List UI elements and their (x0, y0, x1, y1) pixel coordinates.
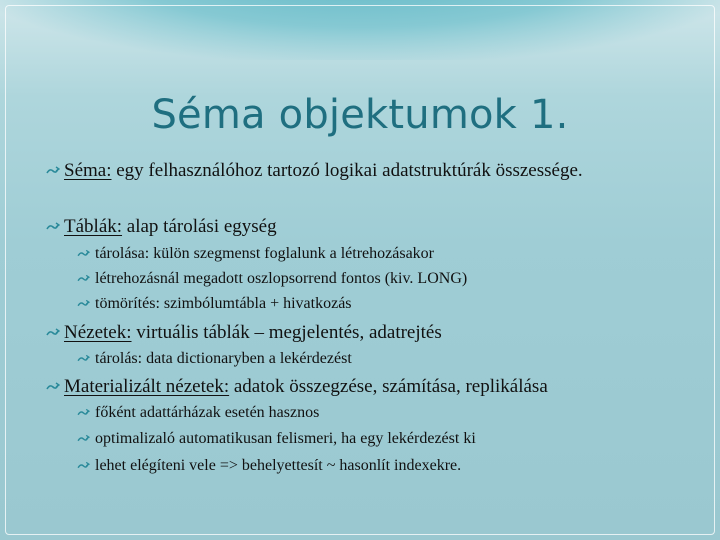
wavy-arrow-bullet-icon (77, 275, 90, 284)
sub-item (95, 350, 352, 368)
wavy-arrow-bullet-icon (77, 250, 90, 259)
item-text: adatok összegzése, számítása, replikálása (229, 376, 548, 397)
sub-item-text: tömörítés: szimbólumtábla + hivatkozás (95, 295, 352, 312)
wavy-arrow-bullet-icon (77, 435, 90, 444)
wavy-arrow-bullet-icon (46, 328, 60, 338)
wavy-arrow-bullet-icon (46, 382, 60, 392)
sub-item-text: lehet elégíteni vele => behelyettesít ~ hasonlít indexekre. (95, 457, 462, 474)
sub-item (95, 295, 352, 313)
sub-item-text: létrehozásnál megadott oszlopsorrend fontos (kiv. LONG) (95, 270, 468, 287)
sub-item (95, 430, 476, 448)
wavy-arrow-bullet-icon (77, 462, 90, 471)
item-term: Táblák: (64, 216, 123, 237)
sub-item-text: főként adattárházak esetén hasznos (95, 404, 320, 421)
item-term: Séma: (64, 160, 112, 181)
sub-item (95, 245, 434, 263)
sub-item (95, 457, 461, 475)
slide-title: Séma objektumok 1. (151, 92, 569, 138)
wavy-arrow-bullet-icon (77, 300, 90, 309)
list-item-tablak (64, 216, 277, 238)
item-term: Materializált nézetek: (64, 376, 230, 397)
wavy-arrow-bullet-icon (46, 166, 60, 176)
sub-item-text: tárolás: data dictionaryben a lekérdezést (95, 350, 352, 367)
wavy-arrow-bullet-icon (77, 409, 90, 418)
item-text: alap tárolási egység (122, 216, 277, 237)
wavy-arrow-bullet-icon (77, 355, 90, 364)
wavy-arrow-bullet-icon (46, 222, 60, 232)
sub-item-text: tárolása: külön szegmenst foglalunk a létrehozásakor (95, 245, 434, 262)
sub-item (95, 404, 319, 422)
list-item-nezetek (64, 322, 442, 344)
item-text: egy felhasználóhoz tartozó logikai adatstruktúrák összessége. (111, 160, 583, 181)
list-item-sema (64, 160, 583, 182)
item-text: virtuális táblák – megjelentés, adatrejtés (131, 322, 442, 343)
sub-item (95, 270, 467, 288)
list-item-materializalt-nezetek (64, 376, 548, 398)
sub-item-text: optimalizaló automatikusan felismeri, ha egy lekérdezést ki (95, 430, 476, 447)
item-term: Nézetek: (64, 322, 132, 343)
